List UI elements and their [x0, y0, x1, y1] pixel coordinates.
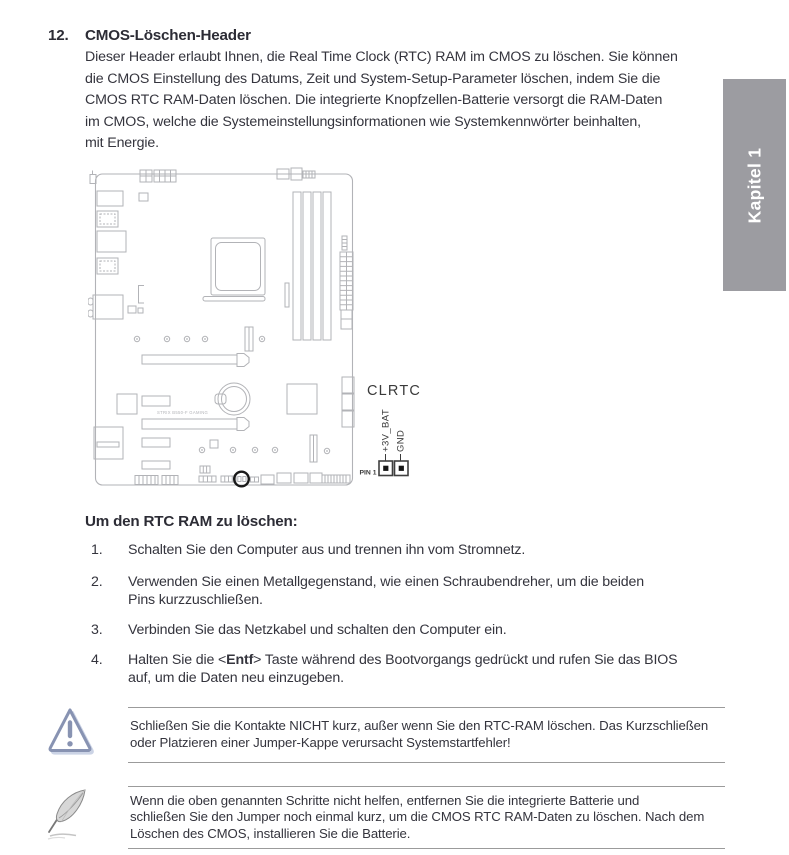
procedure-heading: Um den RTC RAM zu löschen: — [85, 513, 298, 530]
warning-icon — [46, 705, 94, 758]
intro-line: mit Energie. — [85, 135, 159, 152]
pin-label-gnd: GND — [395, 429, 407, 452]
clrtc-pin-diagram — [360, 383, 422, 477]
step-number: 3. — [91, 622, 103, 638]
clrtc-label: CLRTC — [367, 383, 422, 399]
motherboard-diagram — [88, 167, 448, 497]
step-number: 4. — [91, 652, 103, 668]
pin-label-3vbat: +3V_BAT — [380, 408, 392, 452]
step-text — [128, 652, 677, 670]
note-text: Wenn die oben genannten Schritte nicht helfen, entfernen Sie die integrierte Batterie und — [130, 792, 640, 808]
chapter-tab-label: Kapitel 1 — [744, 147, 765, 223]
step-item-2 — [91, 574, 644, 609]
warning-text: oder Platzieren einer Jumper-Kappe verursacht Systemstartfehler! — [130, 735, 511, 750]
intro-line: Dieser Header erlaubt Ihnen, die Real Time Clock (RTC) RAM im CMOS zu löschen. Sie können — [85, 49, 678, 65]
chapter-tab — [723, 79, 786, 291]
warning-text: Schließen Sie die Kontakte NICHT kurz, außer wenn Sie den RTC-RAM löschen. Das Kurzschließen — [130, 718, 709, 734]
step-text: Verbinden Sie das Netzkabel und schalten den Computer ein. — [128, 622, 507, 638]
pin1-label: PIN 1 — [359, 469, 377, 477]
step-item-3 — [91, 622, 507, 640]
note-text: Löschen des CMOS, installieren Sie die Batterie. — [130, 825, 411, 841]
section-title: CMOS-Löschen-Header — [85, 27, 251, 44]
step-text: Schalten Sie den Computer aus und trennen ihn vom Stromnetz. — [128, 542, 526, 558]
note-box — [128, 786, 725, 849]
section-number: 12. — [48, 27, 69, 44]
note-text: schließen Sie den Jumper noch einmal kurz, um die CMOS RTC RAM-Daten zu löschen. Nach dem — [130, 809, 705, 825]
step-text: Pins kurzzuschließen. — [128, 591, 263, 608]
step-text: Verwenden Sie einen Metallgegenstand, wie einen Schraubendreher, um die beiden — [128, 574, 644, 590]
intro-line: CMOS RTC RAM-Daten löschen. Die integrierte Knopfzellen-Batterie versorgt die RAM-Daten — [85, 92, 663, 109]
step-text: auf, um die Daten neu einzugeben. — [128, 669, 344, 686]
key-name: Entf — [226, 652, 254, 668]
board-name: STRIX B550-F GAMING — [157, 410, 209, 415]
step-number: 2. — [91, 574, 103, 590]
intro-line: im CMOS, welche die Systemeinstellungsinformationen wie Systemkennwörter beinhalten, — [85, 113, 641, 130]
section-intro — [85, 47, 730, 155]
step-item-1 — [91, 542, 525, 560]
step-text-part: > Taste während des Bootvorgangs gedrückt und rufen Sie das BIOS — [253, 652, 678, 668]
intro-line: die CMOS Einstellung des Datums, Zeit und System-Setup-Parameter löschen, indem Sie die — [85, 70, 661, 87]
step-text-part: Halten Sie die < — [128, 652, 227, 668]
warning-box — [128, 707, 725, 763]
note-pencil-icon — [45, 787, 89, 841]
step-item-4 — [91, 652, 677, 687]
step-number: 1. — [91, 542, 103, 558]
